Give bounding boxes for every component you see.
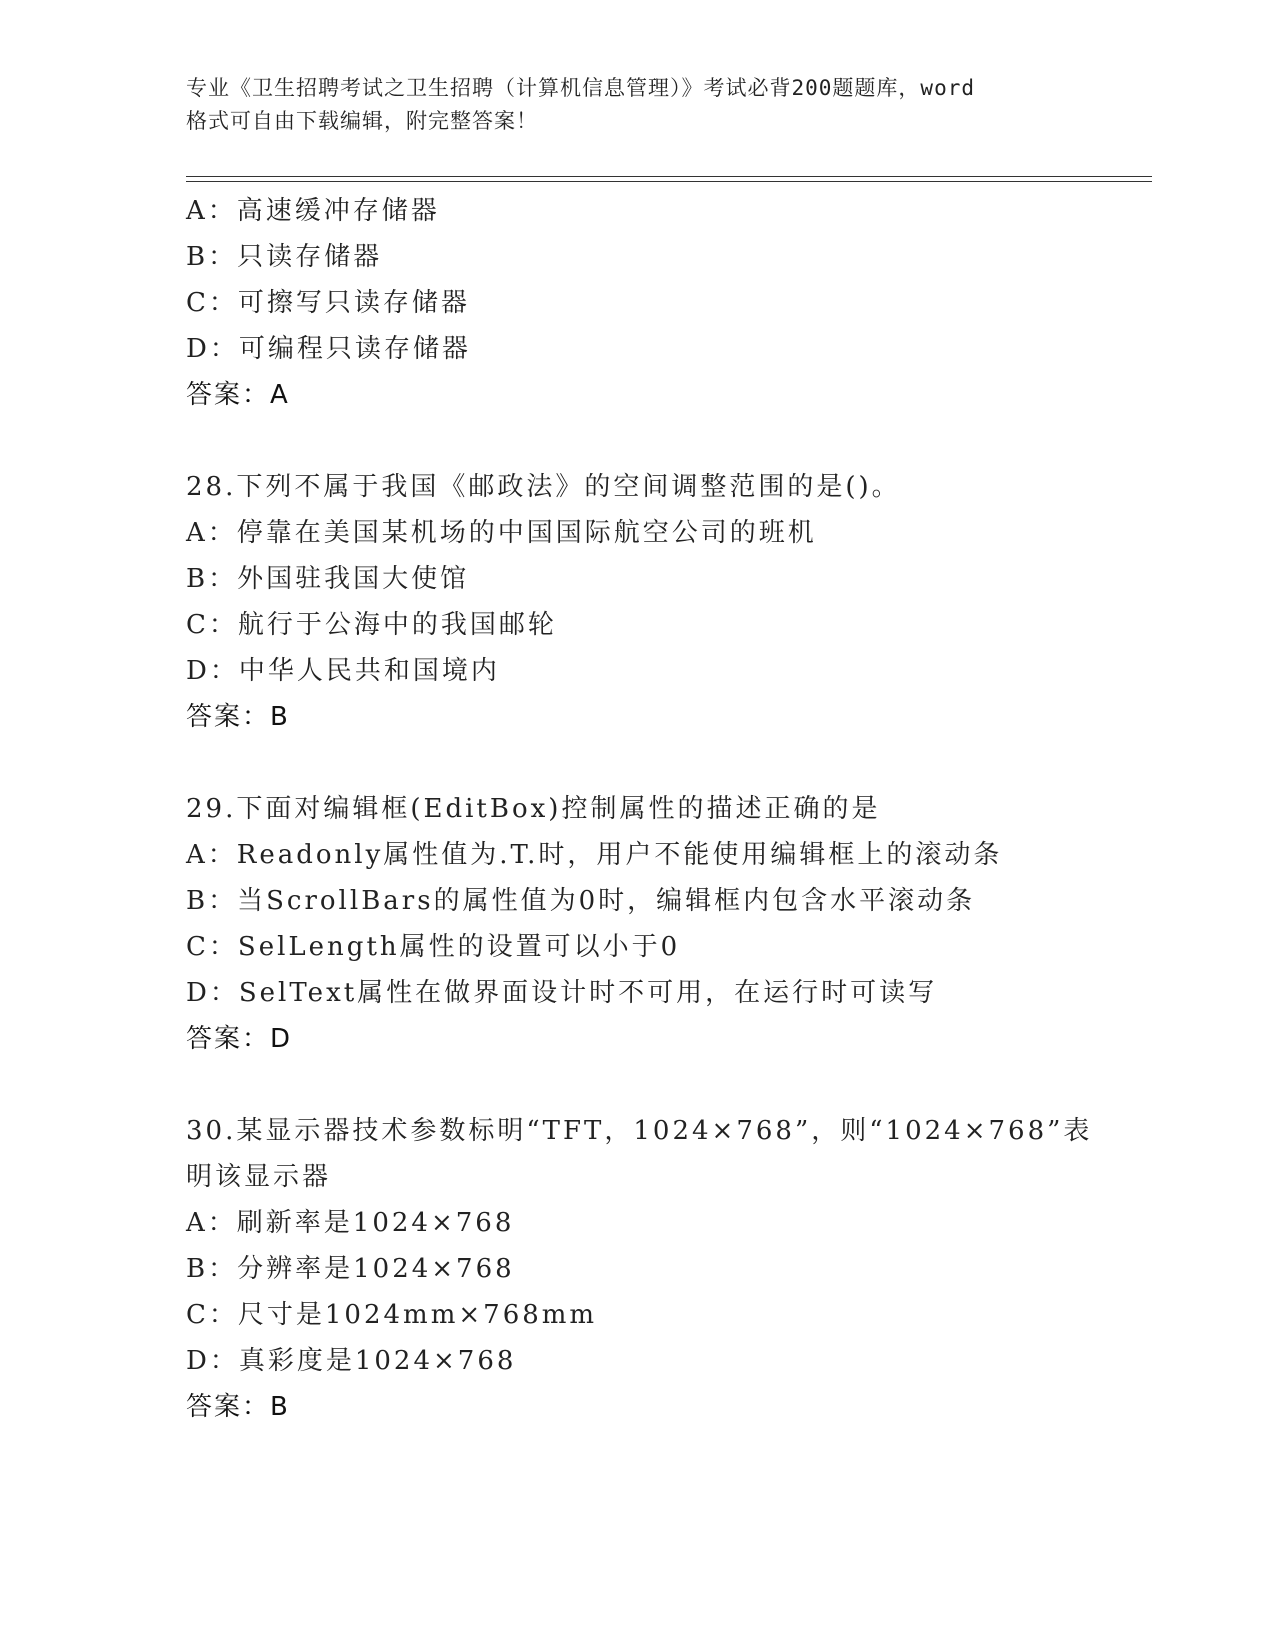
option-a: A：刷新率是1024×768: [186, 1208, 515, 1238]
option-d: D：中华人民共和国境内: [186, 656, 500, 686]
option-c: C：可擦写只读存储器: [186, 288, 470, 318]
question-29: [186, 786, 1152, 1062]
option-b: B：外国驻我国大使馆: [186, 564, 470, 594]
option-d: D：真彩度是1024×768: [186, 1346, 517, 1376]
spacer: [186, 418, 1152, 464]
answer-line: 答案：B: [186, 1392, 290, 1422]
option-c: C：航行于公海中的我国邮轮: [186, 610, 557, 640]
question-30: [186, 1108, 1152, 1430]
question-27: [186, 188, 1152, 418]
option-c: C：尺寸是1024mm×768mm: [186, 1300, 598, 1330]
option-a: A：高速缓冲存储器: [186, 196, 440, 226]
question-28: [186, 464, 1152, 740]
question-text-line-1: 30.某显示器技术参数标明“TFT，1024×768”，则“1024×768”表: [186, 1116, 1093, 1146]
option-b: B：只读存储器: [186, 242, 383, 272]
document-header: [186, 72, 1086, 138]
option-c: C：SelLength属性的设置可以小于0: [186, 932, 681, 962]
option-d: D：可编程只读存储器: [186, 334, 471, 364]
question-text: 29.下面对编辑框(EditBox)控制属性的描述正确的是: [186, 794, 881, 824]
header-line-1: 专业《卫生招聘考试之卫生招聘（计算机信息管理）》考试必背200题题库，word: [186, 76, 975, 100]
answer-line: 答案：A: [186, 380, 290, 410]
question-text: 28.下列不属于我国《邮政法》的空间调整范围的是()。: [186, 472, 901, 502]
header-line-2: 格式可自由下载编辑，附完整答案！: [186, 109, 538, 133]
option-b: B：当ScrollBars的属性值为0时，编辑框内包含水平滚动条: [186, 886, 976, 916]
answer-line: 答案：D: [186, 1024, 293, 1054]
spacer: [186, 740, 1152, 786]
spacer: [186, 1062, 1152, 1108]
option-a: A：停靠在美国某机场的中国国际航空公司的班机: [186, 518, 817, 548]
header-divider-bottom: [186, 181, 1152, 182]
option-b: B：分辨率是1024×768: [186, 1254, 515, 1284]
question-list: [186, 188, 1152, 1430]
question-text-line-2: 明该显示器: [186, 1162, 332, 1192]
option-a: A：Readonly属性值为.T.时，用户不能使用编辑框上的滚动条: [186, 840, 1003, 870]
answer-line: 答案：B: [186, 702, 290, 732]
option-d: D：SelText属性在做界面设计时不可用，在运行时可读写: [186, 978, 938, 1008]
header-divider-top: [186, 176, 1152, 177]
